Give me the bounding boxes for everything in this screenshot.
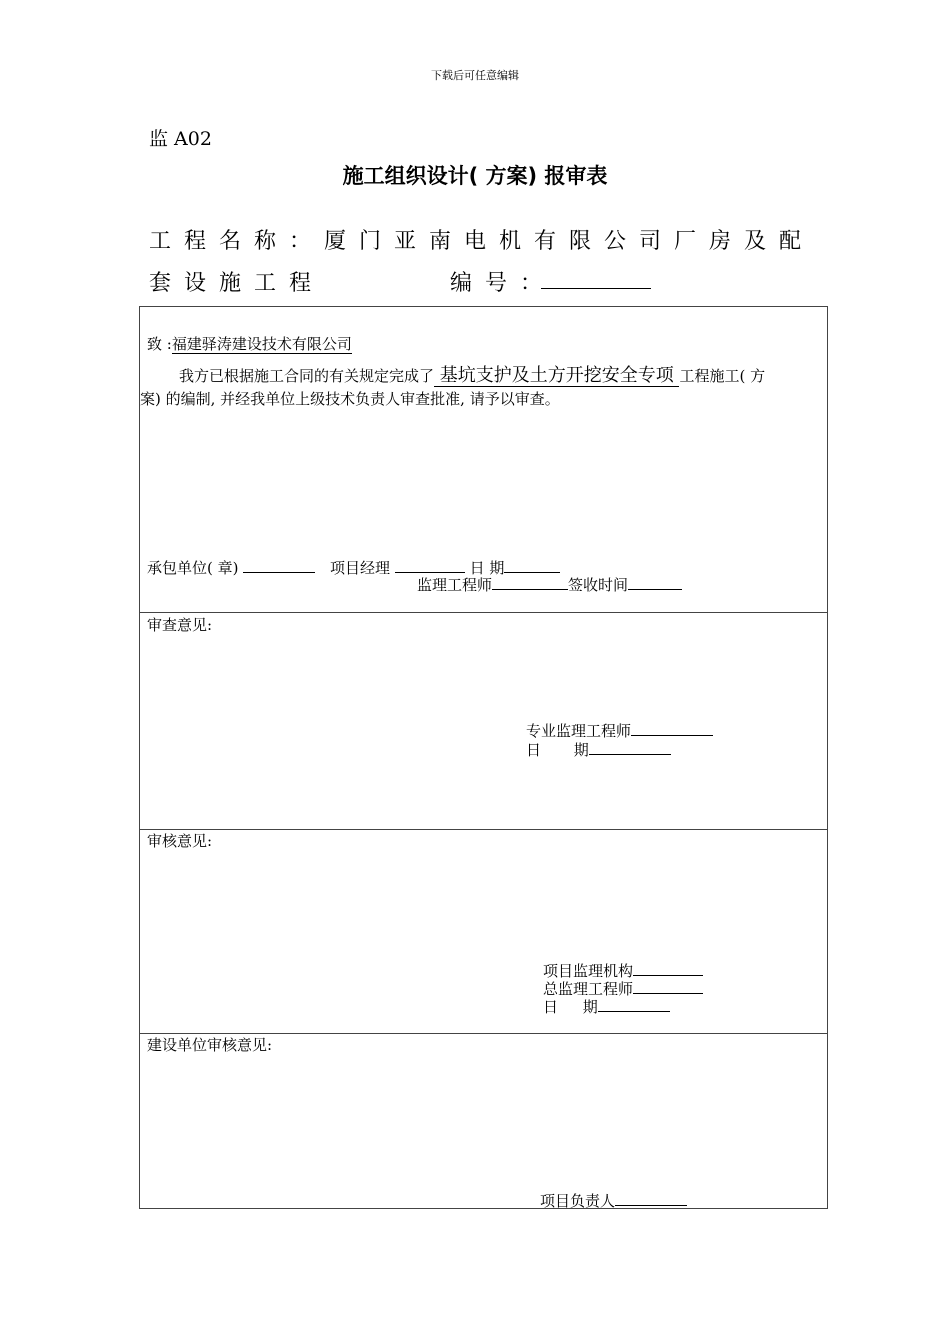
receipt-row	[417, 574, 682, 595]
sign-time-field[interactable]	[628, 575, 682, 590]
review-date-field[interactable]	[589, 740, 671, 755]
number-label: 编号：	[450, 271, 556, 296]
sign-time-label: 签收时间	[568, 576, 629, 594]
divider	[139, 612, 828, 613]
submission-paragraph	[179, 361, 765, 387]
date-field[interactable]	[504, 558, 560, 573]
engineer-label: 专业监理工程师	[526, 722, 632, 740]
owner-field[interactable]	[615, 1191, 687, 1206]
supervisor-field[interactable]	[492, 575, 568, 590]
paragraph-line2: 案) 的编制, 并经我单位上级技术负责人审查批准, 请予以审查。	[140, 390, 560, 408]
pm-label: 项目经理	[330, 559, 391, 577]
audit-date-field[interactable]	[598, 997, 670, 1012]
org-field[interactable]	[633, 961, 703, 976]
header-note: 下载后可任意编辑	[431, 69, 519, 82]
engineer-row	[526, 720, 713, 741]
chief-field[interactable]	[633, 979, 703, 994]
owner-label: 项目负责人	[540, 1192, 616, 1210]
audit-date-label: 日 期	[543, 998, 598, 1016]
org-label: 项目监理机构	[543, 962, 634, 980]
form-table	[139, 306, 828, 1209]
review-date-label: 日 期	[526, 741, 589, 759]
audit-date-row	[543, 996, 670, 1017]
recipient-label: 致 :	[147, 335, 172, 353]
engineer-field[interactable]	[631, 721, 713, 736]
recipient-line	[147, 333, 352, 354]
review-heading: 审查意见:	[147, 616, 213, 634]
project-name-line2: 套设施工程	[149, 271, 325, 296]
date-label: 日 期	[469, 559, 505, 577]
owner-heading: 建设单位审核意见:	[147, 1036, 273, 1054]
recipient-name: 福建驿涛建设技术有限公司	[171, 335, 352, 353]
contractor-field[interactable]	[243, 558, 315, 573]
review-date-row	[526, 739, 671, 760]
contractor-label: 承包单位( 章)	[147, 559, 239, 577]
paragraph-suffix: 工程施工( 方	[679, 367, 766, 385]
number-field[interactable]	[541, 288, 651, 289]
page-title: 施工组织设计( 方案) 报审表	[342, 164, 608, 188]
divider	[139, 829, 828, 830]
audit-heading: 审核意见:	[147, 832, 213, 850]
pm-field[interactable]	[395, 558, 465, 573]
paragraph-prefix: 我方已根据施工合同的有关规定完成了	[179, 367, 435, 385]
owner-row	[540, 1190, 687, 1211]
supervisor-label: 监理工程师	[417, 576, 493, 594]
project-name-line1: 工程名称：厦门亚南电机有限公司厂房及配	[149, 229, 815, 254]
form-code: 监 A02	[149, 128, 212, 150]
plan-name: 基坑支护及土方开挖安全专项	[434, 365, 680, 386]
chief-label: 总监理工程师	[543, 980, 634, 998]
